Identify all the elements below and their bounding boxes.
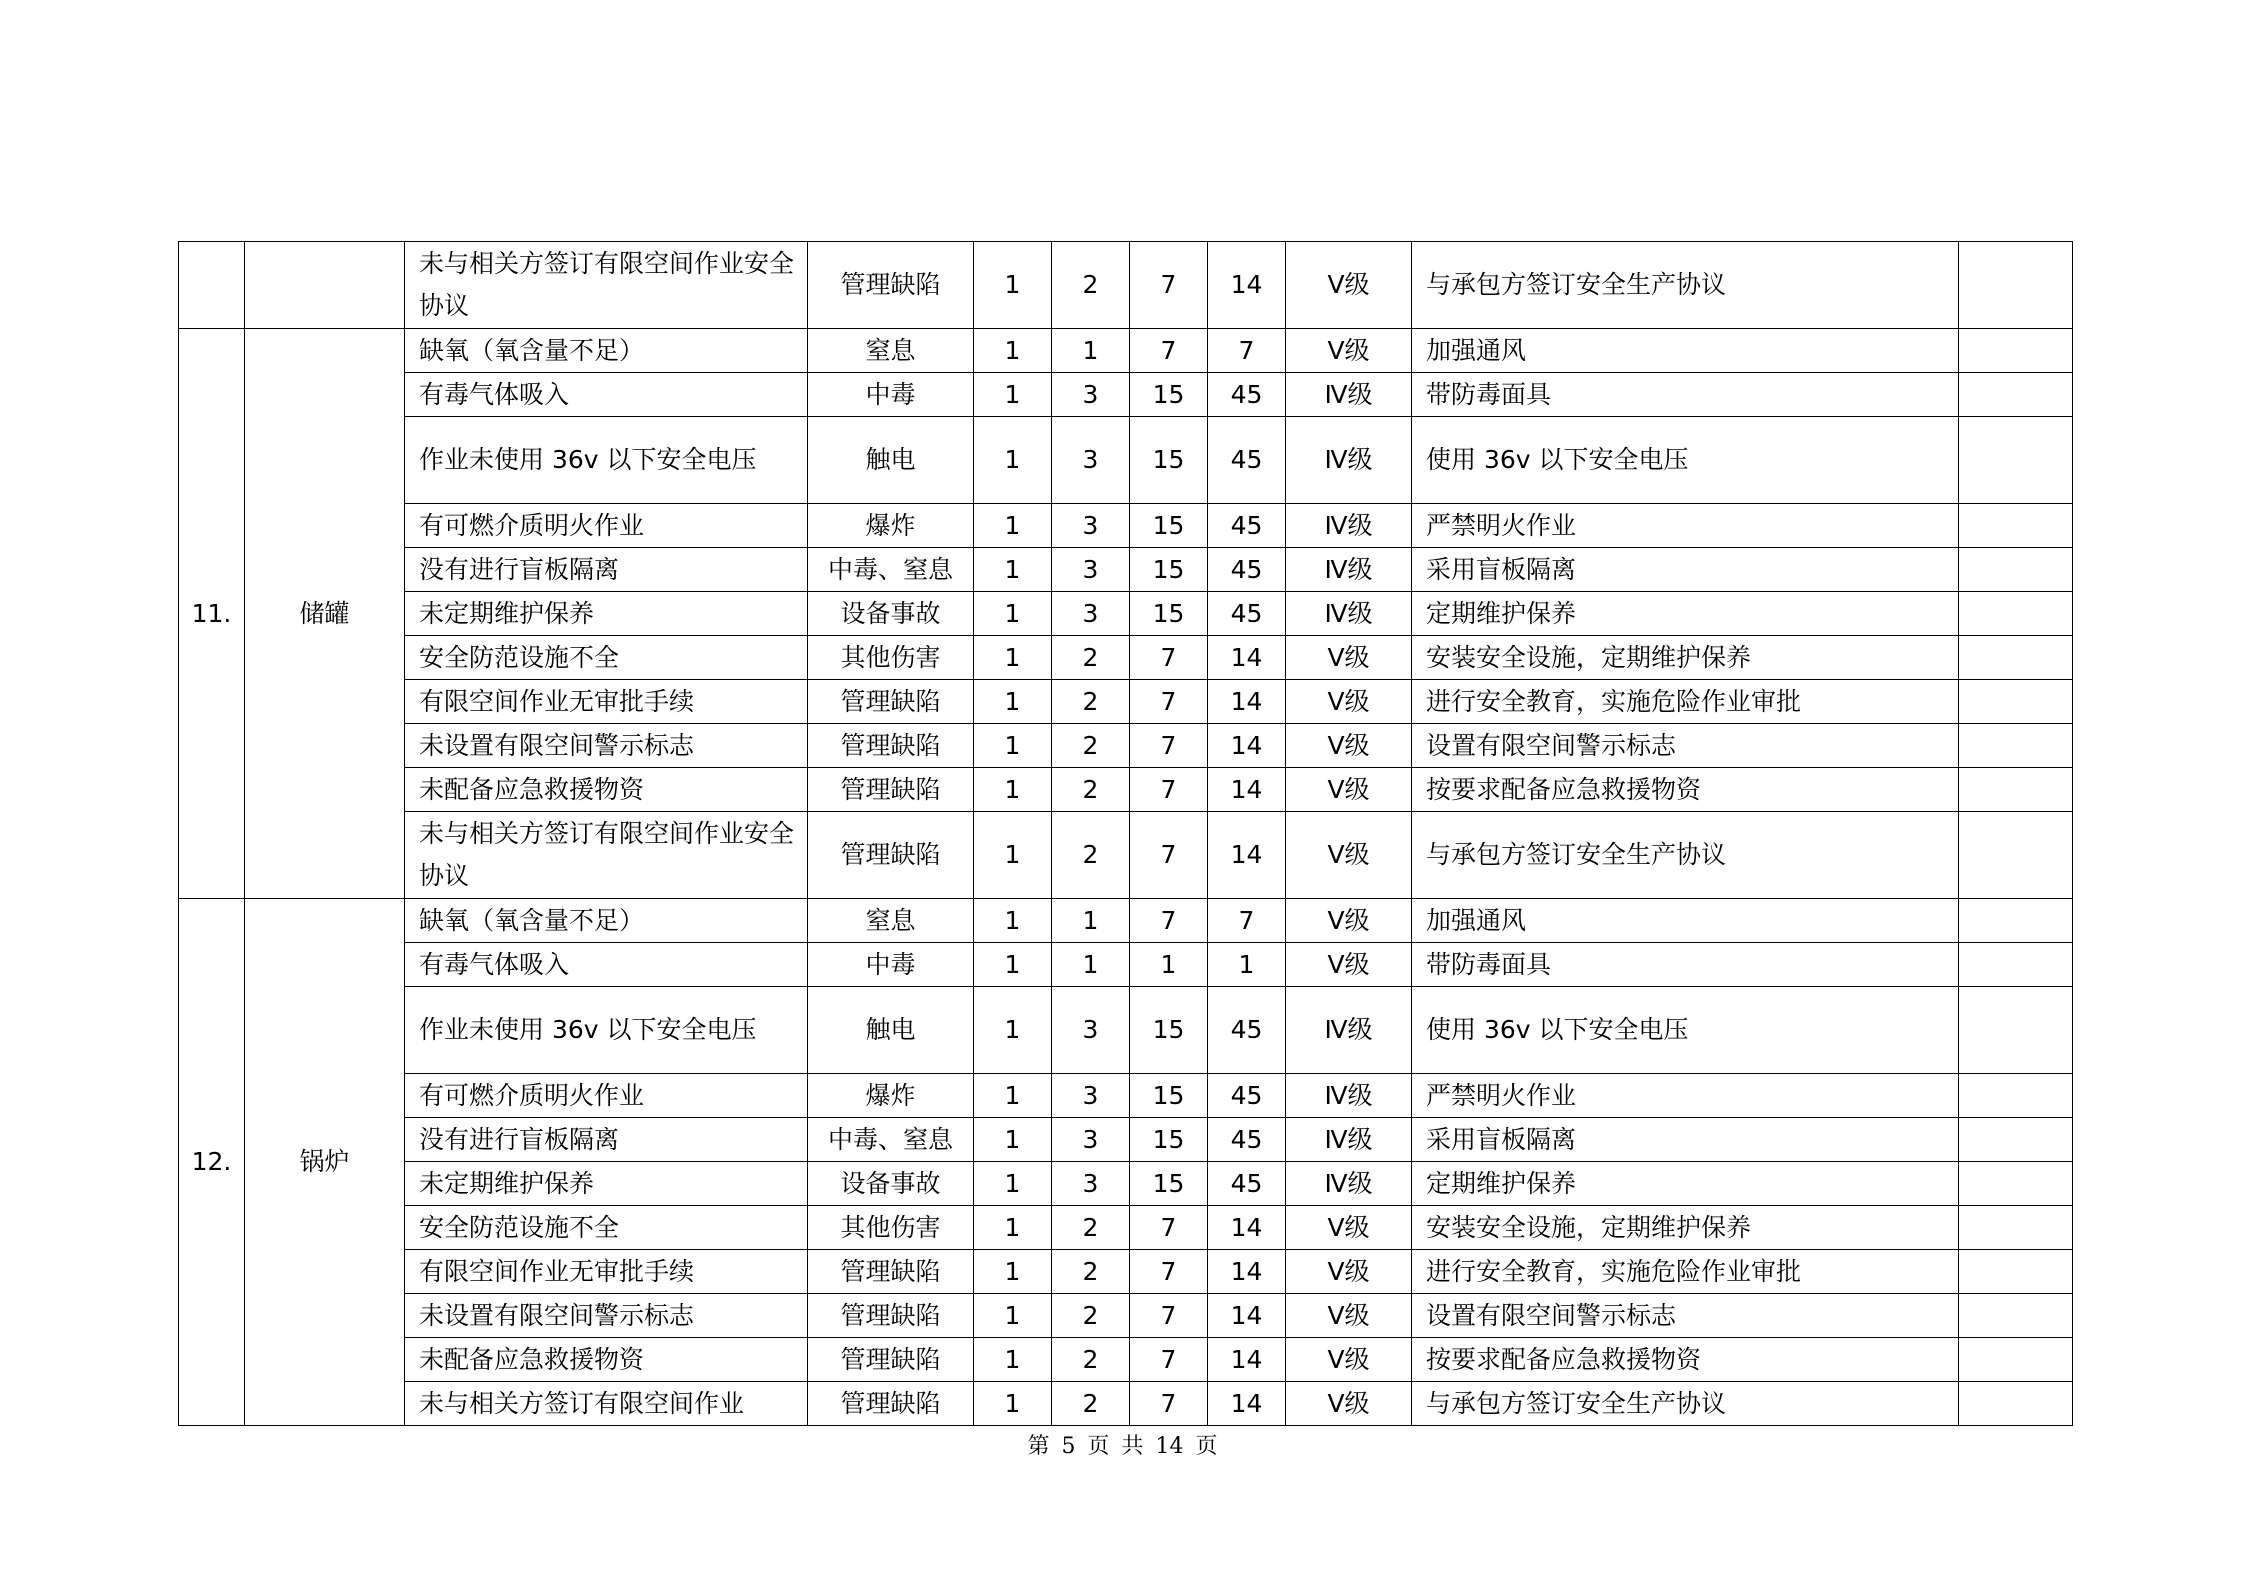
exposure-cell: 3 [1052,592,1130,636]
accident-type-cell: 触电 [808,417,974,504]
table-row [179,1162,2073,1206]
risk-level-cell: Ⅴ级 [1286,1338,1412,1382]
item-number-cell [179,242,245,329]
hazard-cell: 没有进行盲板隔离 [405,548,808,592]
accident-type-cell: 中毒 [808,373,974,417]
accident-type-cell: 爆炸 [808,504,974,548]
consequence-cell: 15 [1130,1162,1208,1206]
accident-type-cell: 其他伤害 [808,636,974,680]
consequence-cell: 15 [1130,504,1208,548]
risk-score-cell: 45 [1208,548,1286,592]
remark-cell [1959,1162,2073,1206]
risk-level-cell: Ⅴ级 [1286,724,1412,768]
risk-score-cell: 14 [1208,680,1286,724]
consequence-cell: 7 [1130,329,1208,373]
remark-cell [1959,548,2073,592]
control-measure-cell: 安装安全设施，定期维护保养 [1412,1206,1959,1250]
hazard-cell: 有毒气体吸入 [405,943,808,987]
consequence-cell: 15 [1130,373,1208,417]
exposure-cell: 2 [1052,812,1130,899]
hazard-cell: 缺氧（氧含量不足） [405,899,808,943]
table-row [179,768,2073,812]
hazard-cell: 没有进行盲板隔离 [405,1118,808,1162]
page-current: 5 [1061,1434,1076,1459]
hazard-cell: 未设置有限空间警示标志 [405,1294,808,1338]
likelihood-cell: 1 [974,1206,1052,1250]
accident-type-cell: 窒息 [808,329,974,373]
risk-level-cell: Ⅴ级 [1286,812,1412,899]
likelihood-cell: 1 [974,1118,1052,1162]
table-row [179,242,2073,329]
hazard-cell: 未与相关方签订有限空间作业 [405,1382,808,1426]
control-measure-cell: 定期维护保养 [1412,592,1959,636]
hazard-cell: 作业未使用 36v 以下安全电压 [405,417,808,504]
table-row [179,1074,2073,1118]
risk-level-cell: Ⅴ级 [1286,636,1412,680]
table-row [179,987,2073,1074]
risk-score-cell: 1 [1208,943,1286,987]
remark-cell [1959,1074,2073,1118]
control-measure-cell: 使用 36v 以下安全电压 [1412,417,1959,504]
accident-type-cell: 中毒、窒息 [808,548,974,592]
table-row [179,1382,2073,1426]
risk-score-cell: 14 [1208,1382,1286,1426]
table-row [179,1294,2073,1338]
control-measure-cell: 安装安全设施，定期维护保养 [1412,636,1959,680]
risk-level-cell: Ⅴ级 [1286,1206,1412,1250]
risk-score-cell: 14 [1208,812,1286,899]
table-row [179,373,2073,417]
page-label-mid: 页 [1087,1434,1110,1459]
control-measure-cell: 设置有限空间警示标志 [1412,724,1959,768]
table-row [179,504,2073,548]
accident-type-cell: 设备事故 [808,1162,974,1206]
consequence-cell: 15 [1130,548,1208,592]
risk-level-cell: Ⅳ级 [1286,1118,1412,1162]
risk-level-cell: Ⅴ级 [1286,1382,1412,1426]
remark-cell [1959,1206,2073,1250]
hazard-cell: 未配备应急救援物资 [405,1338,808,1382]
accident-type-cell: 其他伤害 [808,1206,974,1250]
risk-level-cell: Ⅴ级 [1286,329,1412,373]
consequence-cell: 15 [1130,417,1208,504]
risk-level-cell: Ⅴ级 [1286,899,1412,943]
control-measure-cell: 带防毒面具 [1412,373,1959,417]
accident-type-cell: 管理缺陷 [808,1250,974,1294]
consequence-cell: 15 [1130,987,1208,1074]
likelihood-cell: 1 [974,724,1052,768]
accident-type-cell: 管理缺陷 [808,1338,974,1382]
control-measure-cell: 严禁明火作业 [1412,1074,1959,1118]
exposure-cell: 2 [1052,1338,1130,1382]
risk-assessment-table [178,241,2073,1426]
exposure-cell: 2 [1052,724,1130,768]
table-row [179,636,2073,680]
likelihood-cell: 1 [974,1250,1052,1294]
exposure-cell: 3 [1052,1074,1130,1118]
risk-score-cell: 7 [1208,899,1286,943]
likelihood-cell: 1 [974,812,1052,899]
consequence-cell: 7 [1130,724,1208,768]
accident-type-cell: 管理缺陷 [808,768,974,812]
table-row [179,680,2073,724]
consequence-cell: 7 [1130,680,1208,724]
consequence-cell: 15 [1130,1074,1208,1118]
control-measure-cell: 与承包方签订安全生产协议 [1412,1382,1959,1426]
accident-type-cell: 管理缺陷 [808,242,974,329]
control-measure-cell: 使用 36v 以下安全电压 [1412,987,1959,1074]
risk-level-cell: Ⅳ级 [1286,504,1412,548]
risk-level-cell: Ⅴ级 [1286,680,1412,724]
likelihood-cell: 1 [974,329,1052,373]
risk-score-cell: 45 [1208,1118,1286,1162]
likelihood-cell: 1 [974,1162,1052,1206]
likelihood-cell: 1 [974,680,1052,724]
equipment-name-cell [245,242,405,329]
exposure-cell: 2 [1052,1294,1130,1338]
equipment-name-cell: 锅炉 [245,899,405,1426]
consequence-cell: 7 [1130,1294,1208,1338]
control-measure-cell: 采用盲板隔离 [1412,1118,1959,1162]
remark-cell [1959,1250,2073,1294]
table-row [179,592,2073,636]
risk-level-cell: Ⅴ级 [1286,242,1412,329]
control-measure-cell: 加强通风 [1412,899,1959,943]
table-row [179,943,2073,987]
remark-cell [1959,943,2073,987]
table-row [179,1338,2073,1382]
remark-cell [1959,417,2073,504]
remark-cell [1959,242,2073,329]
likelihood-cell: 1 [974,504,1052,548]
accident-type-cell: 管理缺陷 [808,724,974,768]
table-row [179,812,2073,899]
control-measure-cell: 与承包方签订安全生产协议 [1412,812,1959,899]
exposure-cell: 3 [1052,373,1130,417]
exposure-cell: 2 [1052,768,1130,812]
hazard-cell: 安全防范设施不全 [405,636,808,680]
exposure-cell: 2 [1052,1250,1130,1294]
likelihood-cell: 1 [974,987,1052,1074]
accident-type-cell: 中毒 [808,943,974,987]
exposure-cell: 2 [1052,680,1130,724]
likelihood-cell: 1 [974,1294,1052,1338]
consequence-cell: 7 [1130,242,1208,329]
consequence-cell: 7 [1130,636,1208,680]
exposure-cell: 3 [1052,417,1130,504]
risk-score-cell: 14 [1208,1250,1286,1294]
table-row [179,724,2073,768]
likelihood-cell: 1 [974,768,1052,812]
consequence-cell: 15 [1130,592,1208,636]
risk-score-cell: 7 [1208,329,1286,373]
risk-level-cell: Ⅴ级 [1286,1294,1412,1338]
hazard-cell: 未配备应急救援物资 [405,768,808,812]
exposure-cell: 2 [1052,636,1130,680]
remark-cell [1959,812,2073,899]
remark-cell [1959,987,2073,1074]
consequence-cell: 7 [1130,899,1208,943]
accident-type-cell: 设备事故 [808,592,974,636]
exposure-cell: 1 [1052,943,1130,987]
table-row [179,329,2073,373]
risk-score-cell: 45 [1208,417,1286,504]
risk-level-cell: Ⅳ级 [1286,1074,1412,1118]
risk-level-cell: Ⅳ级 [1286,1162,1412,1206]
hazard-cell: 未与相关方签订有限空间作业安全协议 [405,242,808,329]
exposure-cell: 2 [1052,1382,1130,1426]
hazard-cell: 未与相关方签订有限空间作业安全协议 [405,812,808,899]
likelihood-cell: 1 [974,1338,1052,1382]
table-row [179,899,2073,943]
likelihood-cell: 1 [974,417,1052,504]
control-measure-cell: 按要求配备应急救援物资 [1412,1338,1959,1382]
risk-score-cell: 45 [1208,1074,1286,1118]
remark-cell [1959,1382,2073,1426]
exposure-cell: 2 [1052,242,1130,329]
table-row [179,417,2073,504]
remark-cell [1959,329,2073,373]
consequence-cell: 1 [1130,943,1208,987]
table-row [179,548,2073,592]
hazard-cell: 缺氧（氧含量不足） [405,329,808,373]
page-footer [0,1432,2245,1462]
hazard-cell: 有限空间作业无审批手续 [405,680,808,724]
total-label: 共 [1121,1434,1144,1459]
accident-type-cell: 管理缺陷 [808,1294,974,1338]
risk-score-cell: 14 [1208,724,1286,768]
control-measure-cell: 带防毒面具 [1412,943,1959,987]
hazard-cell: 安全防范设施不全 [405,1206,808,1250]
consequence-cell: 15 [1130,1118,1208,1162]
exposure-cell: 3 [1052,1162,1130,1206]
accident-type-cell: 管理缺陷 [808,680,974,724]
risk-score-cell: 45 [1208,504,1286,548]
risk-score-cell: 14 [1208,1338,1286,1382]
item-number-cell: 11. [179,329,245,899]
risk-level-cell: Ⅳ级 [1286,373,1412,417]
page-total: 14 [1155,1434,1184,1459]
accident-type-cell: 管理缺陷 [808,812,974,899]
consequence-cell: 7 [1130,768,1208,812]
remark-cell [1959,1294,2073,1338]
hazard-cell: 有限空间作业无审批手续 [405,1250,808,1294]
page-label-prefix: 第 [1027,1434,1050,1459]
control-measure-cell: 设置有限空间警示标志 [1412,1294,1959,1338]
control-measure-cell: 与承包方签订安全生产协议 [1412,242,1959,329]
remark-cell [1959,899,2073,943]
hazard-cell: 有可燃介质明火作业 [405,1074,808,1118]
control-measure-cell: 进行安全教育，实施危险作业审批 [1412,1250,1959,1294]
control-measure-cell: 定期维护保养 [1412,1162,1959,1206]
risk-level-cell: Ⅳ级 [1286,548,1412,592]
table-row [179,1118,2073,1162]
consequence-cell: 7 [1130,1250,1208,1294]
exposure-cell: 3 [1052,548,1130,592]
risk-score-cell: 14 [1208,636,1286,680]
consequence-cell: 7 [1130,1382,1208,1426]
likelihood-cell: 1 [974,943,1052,987]
remark-cell [1959,504,2073,548]
likelihood-cell: 1 [974,242,1052,329]
control-measure-cell: 采用盲板隔离 [1412,548,1959,592]
risk-level-cell: Ⅴ级 [1286,943,1412,987]
likelihood-cell: 1 [974,592,1052,636]
exposure-cell: 3 [1052,504,1130,548]
hazard-cell: 未定期维护保养 [405,592,808,636]
risk-level-cell: Ⅳ级 [1286,987,1412,1074]
risk-score-cell: 45 [1208,987,1286,1074]
accident-type-cell: 触电 [808,987,974,1074]
risk-score-cell: 14 [1208,242,1286,329]
hazard-cell: 有毒气体吸入 [405,373,808,417]
risk-score-cell: 45 [1208,373,1286,417]
remark-cell [1959,724,2073,768]
risk-score-cell: 45 [1208,592,1286,636]
risk-score-cell: 14 [1208,1294,1286,1338]
remark-cell [1959,768,2073,812]
consequence-cell: 7 [1130,1338,1208,1382]
control-measure-cell: 按要求配备应急救援物资 [1412,768,1959,812]
hazard-cell: 有可燃介质明火作业 [405,504,808,548]
remark-cell [1959,592,2073,636]
exposure-cell: 3 [1052,1118,1130,1162]
exposure-cell: 3 [1052,987,1130,1074]
risk-level-cell: Ⅴ级 [1286,768,1412,812]
accident-type-cell: 中毒、窒息 [808,1118,974,1162]
hazard-cell: 作业未使用 36v 以下安全电压 [405,987,808,1074]
risk-score-cell: 45 [1208,1162,1286,1206]
page-label-suffix: 页 [1195,1434,1218,1459]
likelihood-cell: 1 [974,373,1052,417]
accident-type-cell: 窒息 [808,899,974,943]
risk-level-cell: Ⅴ级 [1286,1250,1412,1294]
exposure-cell: 2 [1052,1206,1130,1250]
likelihood-cell: 1 [974,548,1052,592]
remark-cell [1959,1118,2073,1162]
exposure-cell: 1 [1052,329,1130,373]
hazard-cell: 未设置有限空间警示标志 [405,724,808,768]
consequence-cell: 7 [1130,812,1208,899]
accident-type-cell: 管理缺陷 [808,1382,974,1426]
equipment-name-cell: 储罐 [245,329,405,899]
table-row [179,1206,2073,1250]
risk-score-cell: 14 [1208,1206,1286,1250]
exposure-cell: 1 [1052,899,1130,943]
risk-level-cell: Ⅳ级 [1286,417,1412,504]
remark-cell [1959,636,2073,680]
hazard-cell: 未定期维护保养 [405,1162,808,1206]
control-measure-cell: 严禁明火作业 [1412,504,1959,548]
risk-level-cell: Ⅳ级 [1286,592,1412,636]
control-measure-cell: 加强通风 [1412,329,1959,373]
table-body [179,242,2073,1426]
consequence-cell: 7 [1130,1206,1208,1250]
remark-cell [1959,373,2073,417]
table-row [179,1250,2073,1294]
remark-cell [1959,680,2073,724]
item-number-cell: 12. [179,899,245,1426]
remark-cell [1959,1338,2073,1382]
likelihood-cell: 1 [974,899,1052,943]
likelihood-cell: 1 [974,1382,1052,1426]
likelihood-cell: 1 [974,1074,1052,1118]
risk-score-cell: 14 [1208,768,1286,812]
likelihood-cell: 1 [974,636,1052,680]
control-measure-cell: 进行安全教育，实施危险作业审批 [1412,680,1959,724]
accident-type-cell: 爆炸 [808,1074,974,1118]
